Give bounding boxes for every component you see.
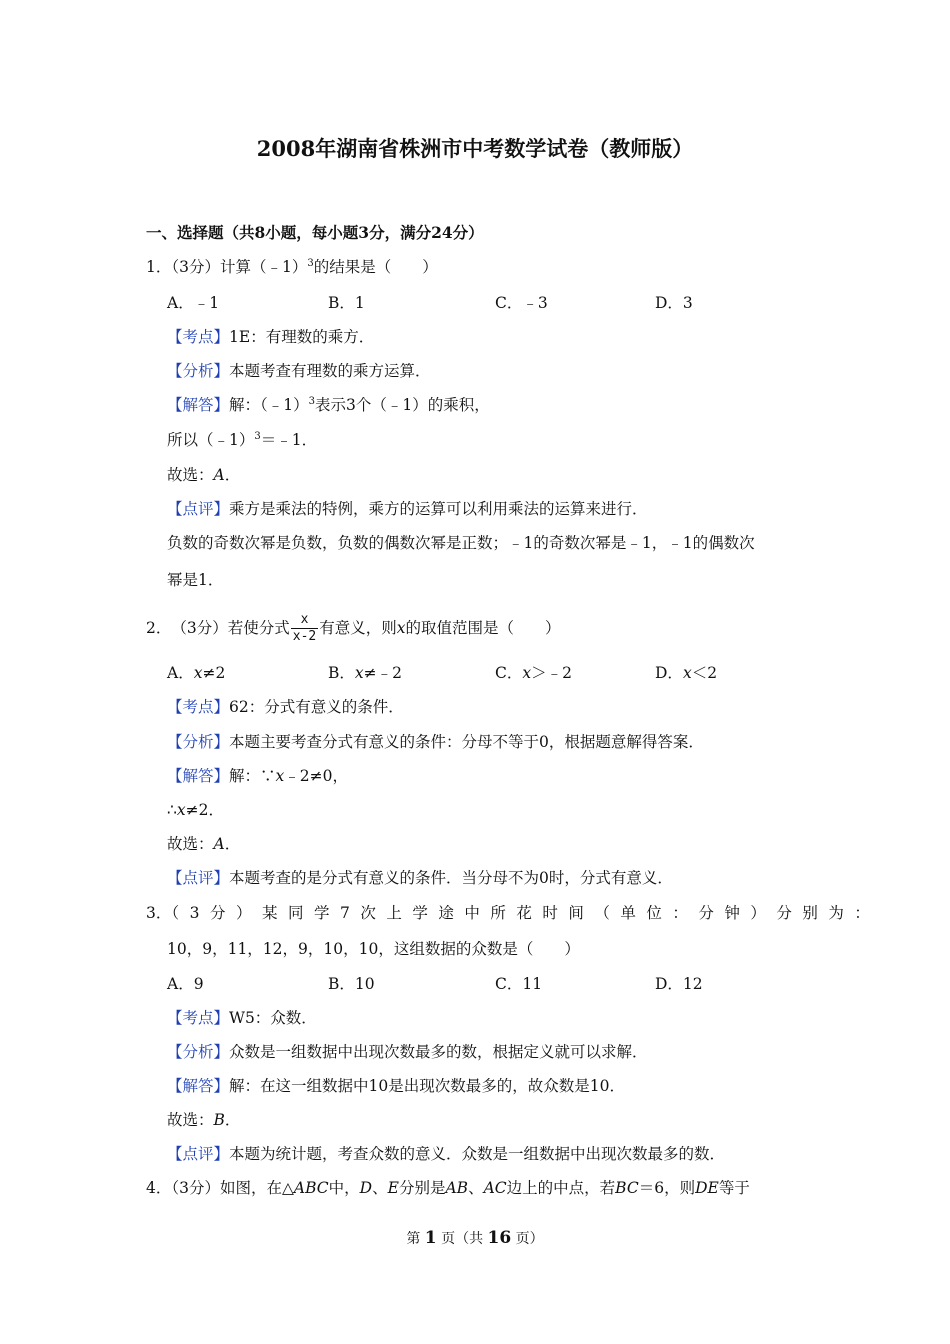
solution-text: 所以（﹣1） (167, 431, 255, 449)
dianping-tag: 【点评】 (167, 869, 230, 887)
fenxi-line (167, 1041, 648, 1063)
answer-suffix: ． (224, 466, 241, 484)
page-number: 1 (424, 1228, 437, 1248)
variable: E (387, 1179, 399, 1197)
question-text: 、 (372, 1179, 388, 1197)
answer-prefix: 故选： (167, 466, 214, 484)
answer-prefix: 故选： (167, 1111, 214, 1129)
variable: x (682, 664, 692, 682)
jieda-text: 解：∵ (229, 767, 276, 785)
footer-text: 第 (406, 1231, 425, 1247)
question-number: 3． (146, 904, 172, 922)
question-number: 2． (146, 619, 172, 637)
exponent: 3 (308, 396, 316, 407)
kaodian-line (167, 326, 374, 348)
question-text: 若使分式 (227, 619, 290, 637)
dianping-text: 乘方是乘法的特例，乘方的运算可以利用乘法的运算来进行． (229, 500, 648, 518)
fenxi-tag: 【分析】 (167, 733, 230, 751)
solution-text: ≠2． (185, 801, 224, 819)
option-d (655, 662, 717, 684)
fenxi-tag: 【分析】 (167, 1043, 230, 1061)
page-footer (0, 1228, 950, 1248)
option-text: ≠2 (202, 664, 226, 682)
question-1-stem (146, 256, 438, 278)
question-2-stem (146, 610, 561, 646)
question-text: 如图，在△ (220, 1179, 294, 1197)
fenxi-text: 本题主要考查分式有意义的条件：分母不等于0，根据题意解得答案． (229, 733, 704, 751)
option-a (167, 662, 225, 684)
answer-choice: B (213, 1111, 225, 1129)
solution-line (167, 799, 224, 821)
option-letter: B． (328, 664, 355, 682)
option-text: ≠﹣2 (363, 664, 402, 682)
variable: x (354, 664, 364, 682)
question-text: 、 (468, 1179, 484, 1197)
answer-prefix: 故选： (167, 835, 214, 853)
answer-line (167, 833, 240, 855)
jieda-text: 解：（﹣1） (229, 396, 309, 414)
answer-line (167, 1109, 240, 1131)
answer-suffix: ． (224, 835, 241, 853)
fraction-denominator: x-2 (292, 628, 317, 644)
question-text: 边上的中点，若 (506, 1179, 616, 1197)
question-4-stem (146, 1177, 750, 1199)
fenxi-text: 众数是一组数据中出现次数最多的数，根据定义就可以求解． (229, 1043, 648, 1061)
answer-suffix: ． (224, 1111, 241, 1129)
option-c: C．﹣3 (495, 294, 548, 312)
question-text: 等于 (718, 1179, 750, 1197)
kaodian-tag: 【考点】 (167, 1009, 230, 1027)
question-text: 分别是 (398, 1179, 446, 1197)
dianping-text: 本题考查的是分式有意义的条件．当分母不为0时，分式有意义． (229, 869, 673, 887)
fraction (291, 612, 318, 645)
option-b: B．10 (328, 975, 375, 993)
question-number: 1． (146, 258, 172, 276)
kaodian-text: W5：众数． (229, 1009, 317, 1027)
question-text: 计算（﹣1） (220, 258, 308, 276)
option-a: A．9 (167, 975, 204, 993)
fenxi-tag: 【分析】 (167, 362, 230, 380)
question-text: （3分）某同学7次上学途中所花时间（单位：分钟）分别为： (171, 904, 881, 922)
exponent: 3 (307, 258, 314, 269)
variable: x (193, 664, 203, 682)
answer-line (167, 464, 240, 486)
variable: BC (615, 1179, 639, 1197)
variable: x (275, 767, 285, 785)
dianping-line (167, 867, 673, 889)
option-b: B．1 (328, 294, 365, 312)
variable: x (522, 664, 532, 682)
jieda-text: 解：在这一组数据中10是出现次数最多的，故众数是10． (229, 1077, 625, 1095)
question-text-line: 10，9，11，12，9，10，10，这组数据的众数是（ ） (167, 940, 580, 958)
question-text: 的结果是（ ） (313, 258, 438, 276)
solution-text: ＝﹣1． (260, 431, 318, 449)
variable: x (176, 801, 186, 819)
kaodian-tag: 【考点】 (167, 328, 230, 346)
fenxi-line (167, 360, 431, 382)
section-heading: 一、选择题（共8小题，每小题3分，满分24分） (146, 223, 484, 242)
question-number: 4． (146, 1179, 172, 1197)
kaodian-text: 1E：有理数的乘方． (229, 328, 375, 346)
question-score: （3分） (171, 1179, 220, 1197)
fraction-numerator: x (291, 612, 318, 629)
question-text: 有意义，则 (319, 619, 397, 637)
option-c (495, 662, 572, 684)
variable: ABC (293, 1179, 329, 1197)
answer-choice: A (213, 835, 225, 853)
kaodian-line (167, 696, 404, 718)
note-line: 负数的奇数次幂是负数，负数的偶数次幂是正数；﹣1的奇数次幂是﹣1，﹣1的偶数次 (167, 534, 755, 552)
jieda-tag: 【解答】 (167, 396, 230, 414)
option-text: ＞﹣2 (531, 664, 572, 682)
kaodian-tag: 【考点】 (167, 698, 230, 716)
jieda-line (167, 765, 348, 787)
question-text: ＝6，则 (638, 1179, 696, 1197)
variable: DE (695, 1179, 719, 1197)
option-a: A．﹣1 (167, 294, 220, 312)
question-score: （3分） (171, 258, 220, 276)
note-line: 幂是1． (167, 571, 224, 589)
option-b (328, 662, 402, 684)
option-letter: A． (167, 664, 194, 682)
jieda-text: 表示3个（﹣1）的乘积， (315, 396, 490, 414)
dianping-line (167, 1143, 725, 1165)
jieda-text: ﹣2≠0， (284, 767, 348, 785)
jieda-tag: 【解答】 (167, 1077, 230, 1095)
jieda-line (167, 1075, 625, 1097)
option-d: D．3 (655, 294, 693, 312)
jieda-line (167, 394, 490, 416)
variable: D (359, 1179, 373, 1197)
page-title: 2008年湖南省株洲市中考数学试卷（教师版） (256, 136, 694, 161)
dianping-text: 本题为统计题，考查众数的意义．众数是一组数据中出现次数最多的数． (229, 1145, 726, 1163)
question-text: 的取值范围是（ ） (405, 619, 561, 637)
solution-text: ∴ (167, 801, 177, 819)
kaodian-text: 62：分式有意义的条件． (229, 698, 404, 716)
exponent: 3 (254, 431, 261, 442)
question-score: （3分） (171, 619, 228, 637)
footer-text: 页（共 (436, 1231, 488, 1247)
variable: AB (445, 1179, 469, 1197)
kaodian-line (167, 1007, 317, 1029)
solution-line (167, 429, 317, 451)
variable: AC (483, 1179, 507, 1197)
total-pages: 16 (487, 1228, 512, 1248)
fenxi-line (167, 731, 704, 753)
option-d: D．12 (655, 975, 703, 993)
question-text: 中， (328, 1179, 360, 1197)
variable: x (396, 619, 406, 637)
dianping-tag: 【点评】 (167, 1145, 230, 1163)
footer-text: 页） (511, 1231, 544, 1247)
option-text: ＜2 (691, 664, 718, 682)
fenxi-text: 本题考查有理数的乘方运算． (229, 362, 431, 380)
dianping-tag: 【点评】 (167, 500, 230, 518)
dianping-line (167, 498, 648, 520)
question-3-stem (146, 902, 880, 924)
option-letter: C． (495, 664, 523, 682)
answer-choice: A (213, 466, 225, 484)
option-c: C．11 (495, 975, 543, 993)
jieda-tag: 【解答】 (167, 767, 230, 785)
option-letter: D． (655, 664, 683, 682)
